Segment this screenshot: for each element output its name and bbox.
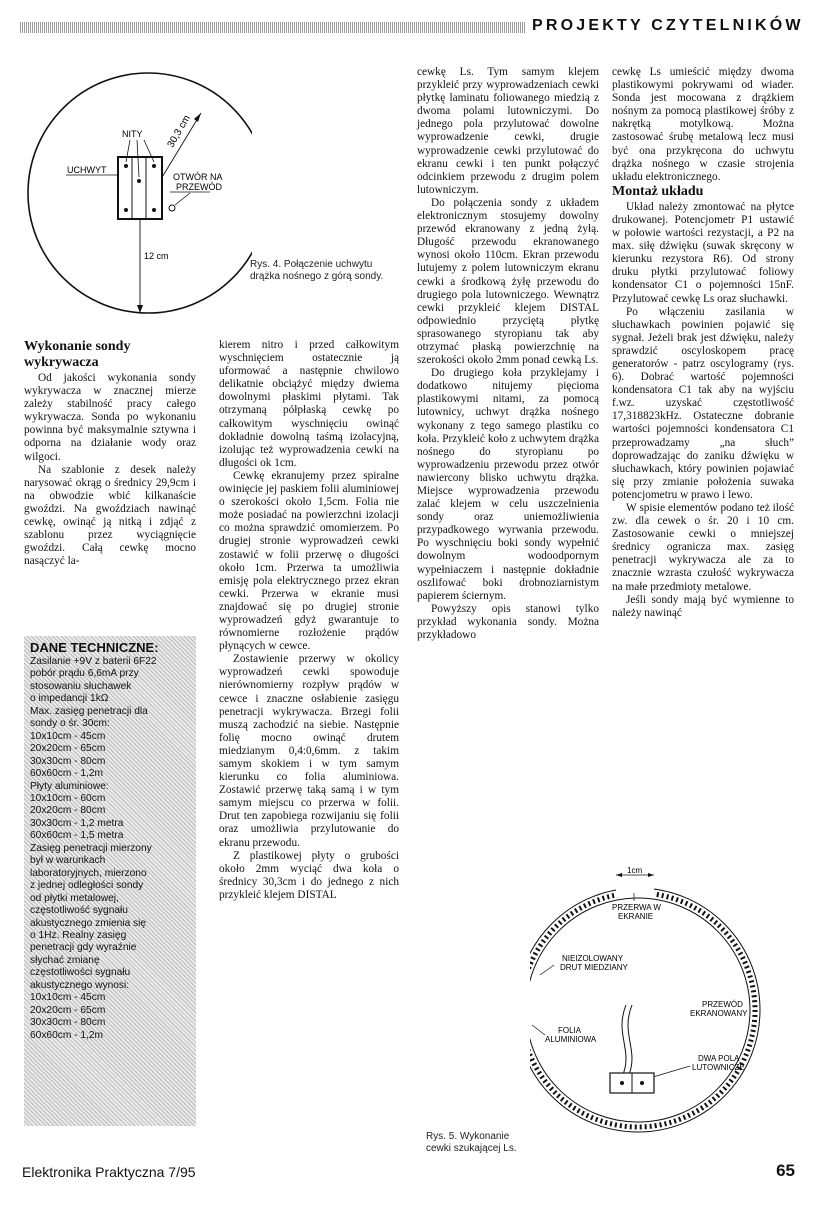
heading-montaz-ukladu: Montaż układu [612, 183, 704, 199]
technical-data-list [24, 655, 196, 1042]
paragraph: Na szablonie z desek należy narysować okrąg o średnicy 29,9cm i na obwodzie wbić kilkanaście gwoździ. Na gwoździach nawinąć cewkę, owinąć ją nitką i zdjąć z szablonu przez wyciągnięcie gwoździ. Całą cewkę mocno nasączyć la- [24, 463, 196, 568]
tech-line: akustycznego wynosi: [30, 979, 130, 991]
fig4-label-uchwyt: UCHWYT [67, 165, 107, 175]
tech-line: sondy o śr. 30cm: [30, 718, 110, 730]
fig5-label-przerwa-1: PRZERWA W [612, 903, 661, 912]
paragraph: cewkę Ls umieścić między dwoma plastikowymi pokrywami od wiader. Sonda jest mocowana z drążkiem nośnym za pomocą plastikowej śróby z nakrętką motylkową. Można zastosować śrubę metalową lecz musi być ona przykręcona do uchwytu drążka nośnego w czasie strojenia układu elektronicznego. [612, 66, 794, 183]
tech-line: akustycznego zmienia się [30, 917, 147, 929]
tech-line: był w warunkach [30, 855, 106, 867]
footer-magazine: Elektronika Praktyczna 7/95 [22, 1164, 196, 1180]
figure-5-caption: Rys. 5. Wykonanie cewki szukającej Ls. [426, 1131, 517, 1154]
tech-line: 30x30cm - 80cm [30, 755, 106, 767]
fig5-label-pola-2: LUTOWNICZE [692, 1063, 745, 1072]
tech-line: Zasilanie +9V z baterii 6F22 [30, 656, 157, 667]
section-title: PROJEKTY CZYTELNIKÓW [532, 17, 804, 34]
fig5-label-folia-1: FOLIA [558, 1026, 582, 1035]
tech-line: 60x60cm - 1,2m [30, 1029, 104, 1041]
figure-5-diagram [530, 865, 775, 1140]
fig5-label-przerwa-2: EKRANIE [618, 912, 654, 921]
fig4-label-otwor-2: PRZEWÓD [176, 182, 222, 192]
fig5-label-przewod-2: EKRANOWANY [690, 1009, 748, 1018]
paragraph: Po włączeniu zasilania w słuchawkach powinien pojawić się sygnał. Jeżeli brak jest dźwięku, należy sprawdzić oscyloskopem pracę generatorów - patrz oscylogramy (rys. 6). Dobrać wartość pojemności kondensatora C1 tak aby na wyjściu f.wz. uzyskać częstotliwość 17,318823kHz. Ostateczne dobranie wartości pojemności kondensatora C1 przeprowadzamy „na słuch” doprowadzając do zaniku dźwięku w słuchawkach, który powinien pojawiać się przy zmianie położenia suwaka potencjometru w prawo i lewo. [612, 305, 794, 501]
page-number: 65 [776, 1161, 795, 1180]
tech-line: 10x10cm - 45cm [30, 730, 106, 742]
tech-line: 60x60cm - 1,2m [30, 768, 104, 780]
tech-line: 20x20cm - 80cm [30, 805, 106, 817]
paragraph: W spisie elementów podano też ilość zw. dla cewek o śr. 20 i 10 cm. Zastosowanie cewki o mniejszej średnicy ogranicza max. zasięg penetracji wykrywacza ale za to znacznie wzrasta czułość wykrywacza na małe przedmioty metalowe. [612, 502, 794, 593]
paragraph: Z plastikowej płyty o grubości około 2mm wyciąć dwa koła o średnicy 30,3cm i do jednego z nich przykleić klejem DISTAL [219, 849, 399, 901]
paragraph: cewkę Ls. Tym samym klejem przykleić przy wyprowadzeniach cewki płytkę laminatu foliowanego miedzią z dwoma polami lutowniczymi. Do jednego pola przylutować dowolne wyprowadzenie cewki, drugie wyprowadzenie cewki przylutować do ekranu cewki i ten punkt połączyć odcinkiem przewodu z drugim polem lutowniczym. [417, 66, 599, 196]
figure-4-diagram [20, 65, 252, 340]
paragraph: Jeśli sondy mają być wymienne to należy nawinąć [612, 593, 794, 619]
fig5-label-niez-2: DRUT MIEDZIANY [560, 963, 628, 972]
paragraph: Do drugiego koła przyklejamy i dodatkowo nitujemy pięcioma plastikowymi nitami, za pomocą lutownicy, uchwyt drążka nośnego wykonany z tego samego plastiku co koła. Przykleić koło z uchwytem drążka nośnego do styropianu po wyprowadzeniu przewodu przez otwór nawiercony blisko uchwytu drążka. Miejsce wyprowadzenia przewodu zalać klejem w celu uszczelnienia sondy oraz uniemożliwienia przypadkowego wyrwania przewodu. Po wyschnięciu boki sondy wypełnić dowolnym wodoodpornym wypełniaczem i następnie dokładnie oszlifować boki drobnoziarnistym papierem ściernym. [417, 367, 599, 602]
tech-line: stosowaniu słuchawek [30, 680, 132, 692]
fig4-label-nity: NITY [122, 129, 143, 139]
paragraph: Układ należy zmontować na płytce drukowanej. Potencjometr P1 ustawić w połowie wartości rezystacji, a P2 na max. siłę dźwięku (suwak skręcony w kierunku rezystora R6). Od strony druku płytki przylutować foliowy kondensator C1 o pojemności 15nF. Przylutować cewkę Ls oraz słuchawki. [612, 200, 794, 305]
tech-line: 20x20cm - 65cm [30, 743, 106, 755]
fig5-label-niez-1: NIEIZOLOWANY [562, 954, 624, 963]
column-2 [219, 339, 399, 902]
tech-line: laboratoryjnych, mierzono [30, 867, 147, 879]
tech-line: 20x20cm - 65cm [30, 1004, 106, 1016]
column-3 [417, 66, 599, 642]
technical-data-box [24, 636, 196, 1126]
paragraph: kierem nitro i przed całkowitym wyschnięciem ostatecznie ją uformować a następnie chwilowo delikatnie obciążyć między dwiema dowolnymi płaskimi płytami. Tak otrzymaną półpłaską cewkę po całkowitym wyschnięciu owinąć dokładnie dowolną taśmą izolacyjną, izolując też wyprowadzenia cewki na długości ok 1cm. [219, 339, 399, 469]
tech-line: o impedancji 1kΩ [30, 693, 109, 705]
fig5-label-pola-1: DWA POLA [698, 1054, 740, 1063]
tech-line: Zasięg penetracji mierzony [30, 842, 152, 854]
fig4-label-otwor-1: OTWÓR NA [173, 172, 223, 182]
tech-line: o 1Hz. Realny zasięg [30, 929, 127, 941]
fig4-dim-12: 12 cm [144, 251, 169, 261]
technical-data-title: DANE TECHNICZNE: [30, 640, 159, 655]
tech-line: od płytki metalowej, [30, 892, 119, 904]
tech-line: 30x30cm - 1,2 metra [30, 817, 124, 829]
tech-line: Max. zasięg penetracji dla [30, 705, 148, 717]
tech-line: 30x30cm - 80cm [30, 1017, 106, 1029]
tech-line: Płyty aluminiowe: [30, 780, 109, 792]
tech-line: częstotliwości sygnału [30, 967, 131, 979]
paragraph: Od jakości wykonania sondy wykrywacza w znacznej mierze zależy stabilność pracy całego wykrywacza. Sonda po wykonaniu powinna być maksymalnie sztywna i odporna na działanie wody oraz wilgoci. [24, 372, 196, 463]
tech-line: 10x10cm - 60cm [30, 792, 106, 804]
paragraph: Cewkę ekranujemy przez spiralne owinięcie jej paskiem folii aluminiowej o szerokości około 1,5cm. Folia nie może posiadać na powierzchni izolacji co można sprawdzić omomierzem. Po drugiej stronie wyprowadzeń cewki zostawić w folii przerwę o długości około 1cm. Przerwa ta umożliwia emisję pola elektrycznego przez ekran cewki. Przerwa w ekranie musi znajdować się po drugiej stronie wyprowadzeń gdyż gwarantuje to równomierne rozłożenie prądów płynących w cewce. [219, 469, 399, 653]
fig5-label-cm: 1cm [627, 866, 643, 875]
tech-line: słychać zmianę [30, 954, 100, 966]
tech-line: pobór prądu 6,6mA przy [30, 668, 139, 680]
fig4-dim-diag: 30,3 cm [165, 113, 193, 150]
tech-line: 10x10cm - 45cm [30, 992, 106, 1004]
figure-4-caption: Rys. 4. Połączenie uchwytu drążka nośnego z górą sondy. [250, 259, 384, 282]
fig5-label-folia-2: ALUMINIOWA [545, 1035, 597, 1044]
heading-wykonanie-sondy: Wykonanie sondy wykrywacza [24, 339, 131, 370]
paragraph: Do połączenia sondy z układem elektronicznym stosujemy dowolny przewód ekranowany z jedną żyłą. Długość przewodu ekranowanego wynosi około 110cm. Ekran przewodu lutujemy z polem lutowniczym ekranu cewki a środkową żyłę przewodu do drugiego pola lutowniczego. Wewnątrz cewki przykleić klejem DISTAL odpowiednio przyciętą płytkę sprasowanego styropianu tak aby otrzymać płaską powierzchnię na szerokości około 2mm ponad cewką Ls. [417, 196, 599, 367]
header-band [20, 22, 525, 33]
tech-line: 60x60cm - 1,5 metra [30, 830, 124, 842]
paragraph: Powyższy opis stanowi tylko przykład wykonania sondy. Można przykładowo [417, 602, 599, 642]
column-4 [612, 66, 794, 620]
tech-line: penetracji gdy wyraźnie [30, 942, 137, 954]
fig5-label-przewod-1: PRZEWÓD [702, 1000, 743, 1009]
tech-line: z jednej odległości sondy [30, 880, 144, 892]
paragraph: Zostawienie przerwy w okolicy wyprowadzeń cewki spowoduje nierównomierny rozpływ prądów w cewce i znaczne osłabienie zasięgu penetracji wykrywacza. Brzegi folii muszą zachodzić na siebie. Następnie folię mocno owinąć drutem miedzianym 0,4:0,6mm. z takim samym skokiem i w tym samym kierunku co folia aluminiowa. Zostawić przerwę taką samą i w tym samym miejscu co przerwa w folii. Drut ten zapobiega rozwijaniu się folii oraz umożliwia przylutowanie do ekranu przewodu. [219, 653, 399, 849]
column-1 [24, 339, 196, 568]
tech-line: częstotliwość sygnału [30, 905, 128, 917]
